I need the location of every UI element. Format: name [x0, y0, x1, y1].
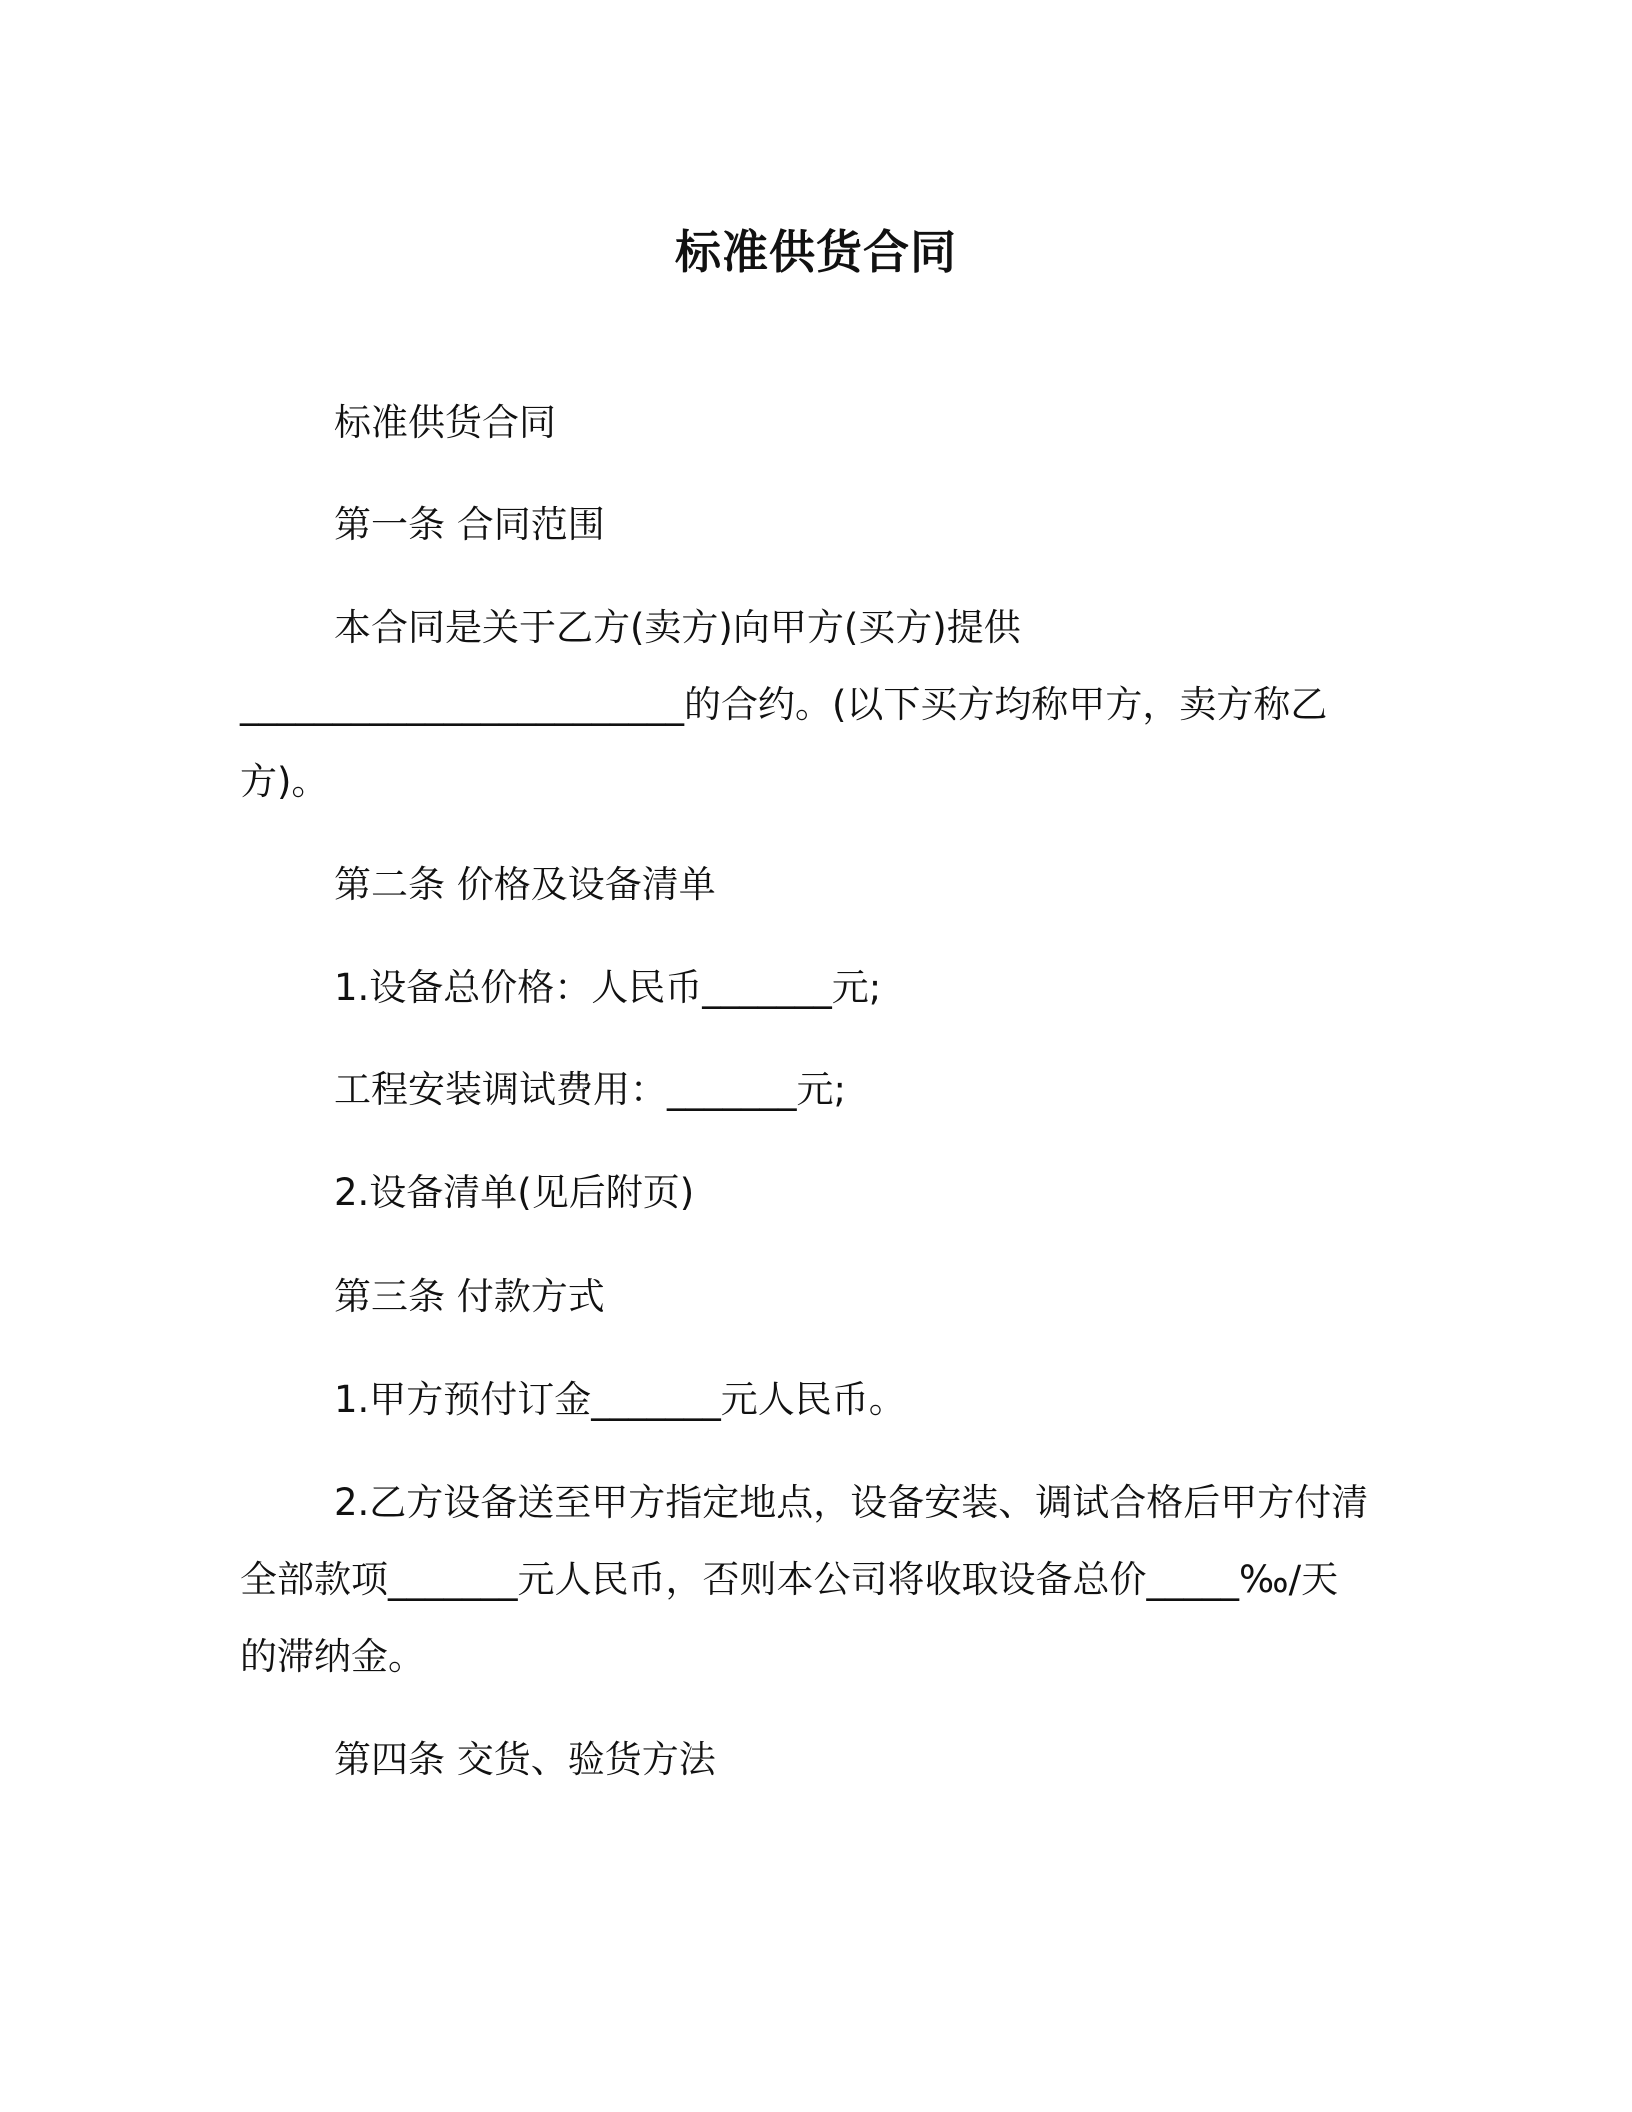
- article-1-paragraph-line-2: ________________________的合约。(以下买方均称甲方，卖方称乙: [240, 683, 1328, 726]
- document-title: 标准供货合同: [675, 225, 957, 279]
- article-3-item-2-line-3: 的滞纳金。: [240, 1635, 425, 1678]
- article-3-item-2-line-2: 全部款项_______元人民币，否则本公司将收取设备总价_____‰/天: [240, 1558, 1339, 1601]
- article-3-item-1: 1.甲方预付订金_______元人民币。: [334, 1378, 906, 1421]
- article-2-item-1: 1.设备总价格：人民币_______元;: [334, 966, 882, 1009]
- article-1-paragraph-line-3: 方)。: [240, 760, 329, 803]
- article-3-heading: 第三条 付款方式: [334, 1275, 605, 1318]
- article-2-item-2: 2.设备清单(见后附页): [334, 1171, 695, 1214]
- subtitle-line: 标准供货合同: [334, 401, 556, 444]
- article-4-heading: 第四条 交货、验货方法: [334, 1738, 716, 1781]
- article-2-installation-fee: 工程安装调试费用：_______元;: [334, 1068, 846, 1111]
- article-2-heading: 第二条 价格及设备清单: [334, 863, 716, 906]
- article-1-heading: 第一条 合同范围: [334, 503, 605, 546]
- article-3-item-2-line-1: 2.乙方设备送至甲方指定地点，设备安装、调试合格后甲方付清: [334, 1481, 1369, 1524]
- article-1-paragraph-line-1: 本合同是关于乙方(卖方)向甲方(买方)提供: [334, 606, 1021, 649]
